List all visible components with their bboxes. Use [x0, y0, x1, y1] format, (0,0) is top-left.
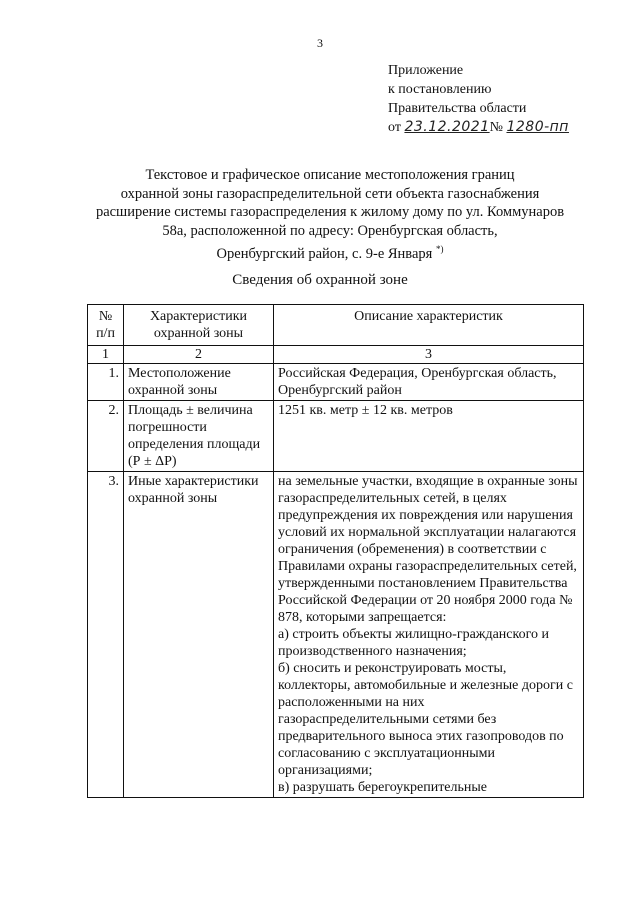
table-row — [88, 401, 584, 472]
row-number: 2. — [88, 401, 124, 472]
column-number: 3 — [274, 346, 584, 364]
description-paragraph: на земельные участки, входящие в охранные зоны газораспределительных сетей, в целях предупреждения их повреждения или нарушения условий их нормальной эксплуатации налагаются ограничения (обременения) в соответствии с Правилами охраны газораспределительных сетей, утвержденными постановлением Правительства Российской Федерации от 20 ноября 2000 года № 878, которыми запрещается: — [278, 474, 578, 625]
table-row — [88, 472, 584, 798]
description-paragraph: в) разрушать берегоукрепительные — [278, 780, 488, 795]
title-line-last — [80, 240, 580, 263]
column-number: 2 — [124, 346, 274, 364]
header-cell: № п/п — [88, 305, 124, 346]
row-number: 1. — [88, 364, 124, 401]
row-characteristic: Площадь ± величина погрешности определения площади (Р ± ΔР) — [124, 401, 274, 472]
description-paragraph: б) сносить и реконструировать мосты, коллекторы, автомобильные и железные дороги с расположенными на них газораспределительными сетями без предварительного выноса этих газопроводов по согласованию с эксплуатационными организациями; — [278, 661, 573, 778]
zone-table — [87, 304, 584, 798]
document-title — [80, 166, 580, 263]
title-line: охранной зоны газораспределительной сети объекта газоснабжения — [120, 185, 540, 202]
title-line: 58а, расположенной по адресу: Оренбургская область, — [162, 222, 498, 239]
page-number: 3 — [317, 36, 323, 50]
table-row — [88, 364, 584, 401]
handwritten-number: 1280-пп — [506, 119, 569, 135]
section-heading: Сведения об охранной зоне — [232, 272, 408, 288]
appendix-line: Приложение — [388, 63, 464, 78]
handwritten-date: 23.12.2021 — [404, 119, 490, 135]
row-description-multi — [274, 472, 584, 798]
appendix-date-line — [388, 118, 569, 137]
column-number: 1 — [88, 346, 124, 364]
title-line: Оренбургский район, с. 9-е Января — [216, 245, 433, 262]
row-characteristic: Иные характеристики охранной зоны — [124, 472, 274, 798]
header-cell: Описание характеристик — [274, 305, 584, 346]
date-prefix: от — [388, 120, 401, 135]
column-number-row — [88, 346, 584, 364]
appendix-line: Правительства области — [388, 101, 527, 116]
appendix-line: к постановлению — [388, 82, 492, 97]
table-header-row — [88, 305, 584, 346]
number-prefix: № — [489, 120, 503, 135]
title-line: расширение системы газораспределения к жилому дому по ул. Коммунаров — [95, 204, 565, 220]
appendix-block — [388, 61, 569, 137]
row-characteristic: Местоположение охранной зоны — [124, 364, 274, 401]
row-description: Российская Федерация, Оренбургская область, Оренбургский район — [274, 364, 584, 401]
description-paragraph: а) строить объекты жилищно-гражданского и производственного назначения; — [278, 627, 549, 659]
header-cell: Характеристики охранной зоны — [124, 305, 274, 346]
row-number: 3. — [88, 472, 124, 798]
footnote-mark: *) — [435, 244, 444, 254]
title-line: Текстовое и графическое описание местоположения границ — [145, 167, 515, 183]
row-description: 1251 кв. метр ± 12 кв. метров — [274, 401, 584, 472]
